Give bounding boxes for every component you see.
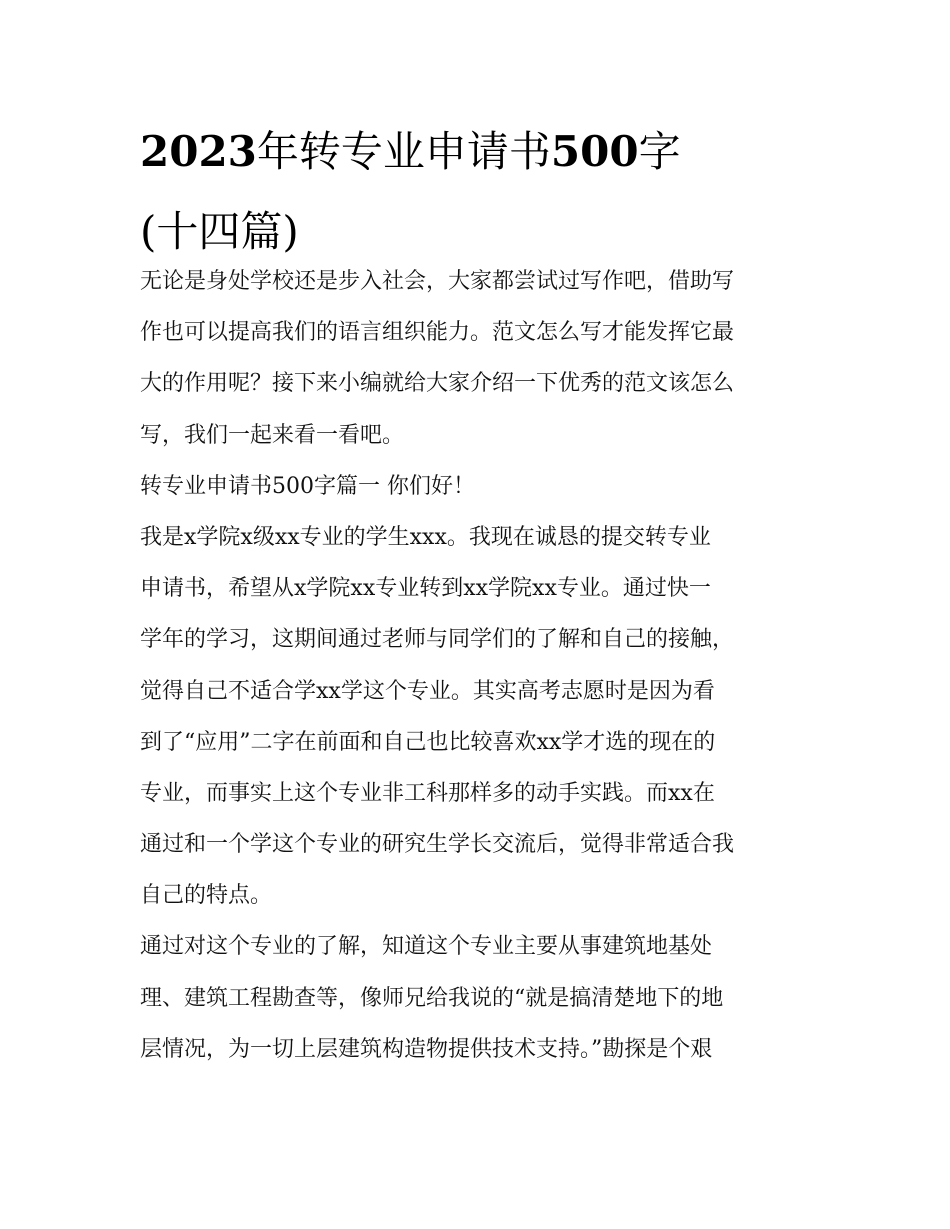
text-line: 觉得自己不适合学xx学这个专业。其实高考志愿时是因为看 [140,678,715,704]
document-title [140,112,840,272]
title-text-part2: 字 [638,127,681,176]
text-line: 申请书，希望从x学院xx专业转到xx学院xx专业。通过快一 [140,576,711,602]
text-line: 作也可以提高我们的语言组织能力。范文怎么写才能发挥它最 [140,320,735,346]
text-line: 我是x学院x级xx专业的学生xxx。我现在诚恳的提交转专业 [140,524,711,550]
text-line: 专业，而事实上这个专业非工科那样多的动手实践。而xx在 [140,780,715,806]
title-text-part1: 年转专业申请书 [256,127,551,176]
text-line: 理、建筑工程勘查等，像师兄给我说的“就是搞清楚地下的地 [140,985,724,1011]
text-line: 无论是身处学校还是步入社会，大家都尝试过写作吧，借助写 [140,269,735,294]
text-line: 通过和一个学这个专业的研究生学长交流后，觉得非常适合我 [140,832,735,858]
text-line: 大的作用呢？接下来小编就给大家介绍一下优秀的范文该怎么 [140,371,735,397]
document-body [140,256,820,1075]
text-line: 写，我们一起来看一看吧。 [140,422,405,448]
text-line: 学年的学习，这期间通过老师与同学们的了解和自己的接触， [140,627,735,653]
text-line: 通过对这个专业的了解，知道这个专业主要从事建筑地基处 [140,934,713,960]
title-year: 2023 [140,127,257,176]
text-line: 到了“应用”二字在前面和自己也比较喜欢xx学才选的现在的 [140,729,716,755]
section-heading: 转专业申请书500字篇一 你们好！ [140,473,475,499]
text-line: 自己的特点。 [140,883,273,909]
title-subtitle: (十四篇) [140,207,299,256]
title-number: 500 [550,127,639,176]
text-line: 层情况，为一切上层建筑构造物提供技术支持。”勘探是个艰 [140,1036,713,1062]
